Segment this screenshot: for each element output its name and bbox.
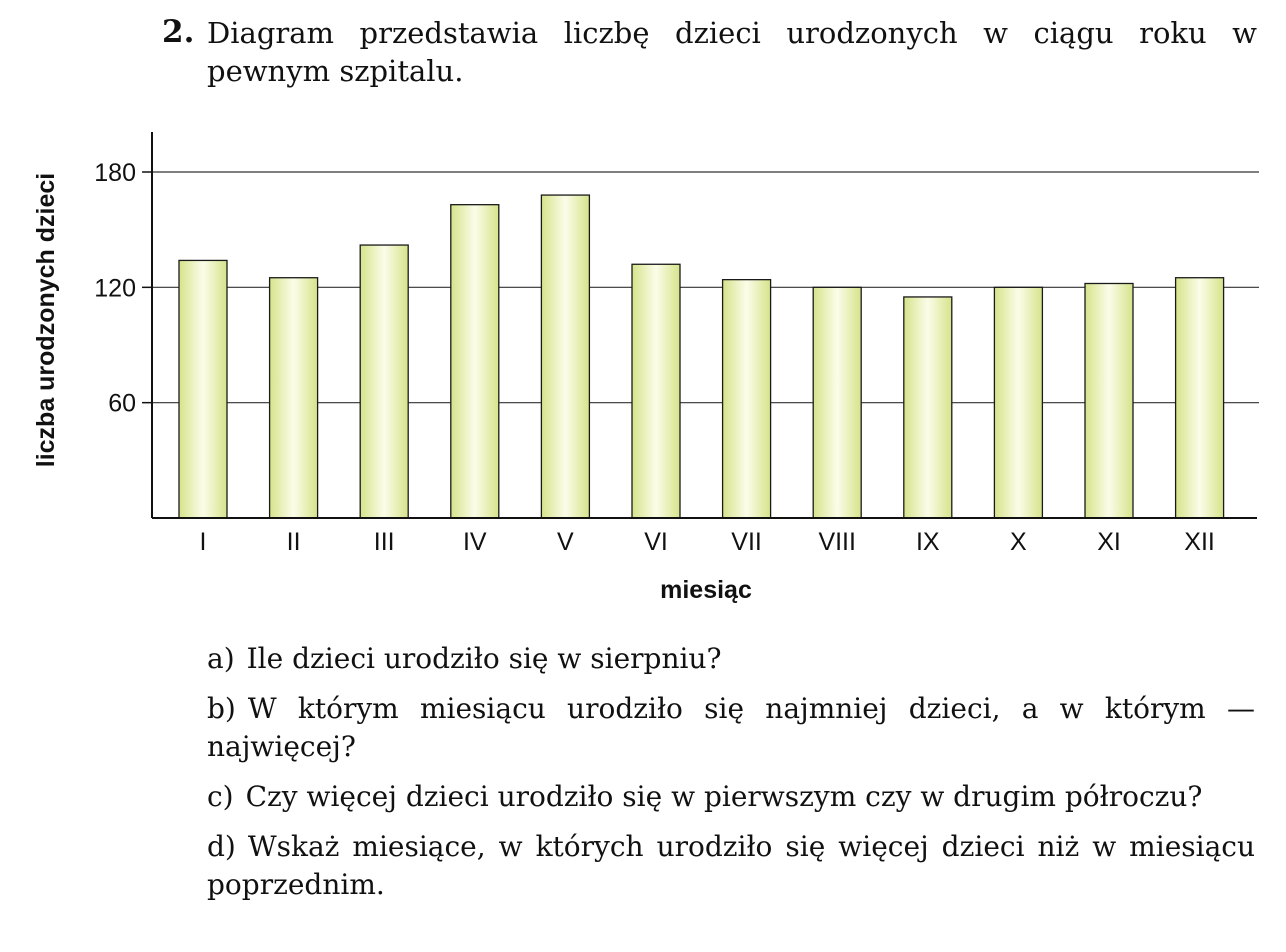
- question-a: [207, 640, 1255, 678]
- bar-chart: [0, 120, 1286, 620]
- x-axis-title: miesiąc: [660, 576, 752, 604]
- y-tick-label: 120: [94, 274, 136, 303]
- x-tick-label: X: [1010, 528, 1027, 556]
- x-tick-label: IX: [915, 528, 940, 556]
- bar-xi: [1085, 283, 1133, 518]
- question-letter: d): [207, 830, 236, 863]
- question-c: [207, 778, 1255, 816]
- x-tick-label: III: [373, 528, 395, 556]
- bar-x: [994, 287, 1042, 518]
- y-tick-labels: [94, 159, 136, 418]
- x-tick-label: V: [557, 528, 574, 556]
- x-tick-label: VI: [644, 528, 668, 556]
- question-letter: c): [207, 780, 234, 813]
- task-intro: Diagram przedstawia liczbę dzieci urodzonych w ciągu roku w pewnym szpitalu.: [207, 16, 1257, 88]
- bar-iii: [360, 245, 408, 518]
- bar-vii: [723, 280, 771, 518]
- x-tick-label: IV: [462, 528, 487, 556]
- x-tick-label: I: [199, 528, 207, 556]
- x-tick-label: VII: [731, 528, 762, 556]
- bar-ii: [270, 278, 318, 518]
- question-d: [207, 828, 1255, 904]
- question-b: [207, 690, 1255, 766]
- bar-i: [179, 260, 227, 518]
- bar-viii: [813, 287, 861, 518]
- x-tick-labels: [200, 528, 1215, 556]
- bars: [179, 195, 1224, 518]
- bar-v: [541, 195, 589, 518]
- y-tick-label: 60: [108, 389, 136, 418]
- x-tick-label: II: [286, 528, 301, 556]
- bar-xii: [1176, 278, 1224, 518]
- question-letter: b): [207, 692, 236, 725]
- question-letter: a): [207, 642, 235, 675]
- x-tick-label: VIII: [818, 528, 856, 556]
- x-tick-label: XI: [1097, 528, 1121, 556]
- task-number: 2.: [162, 14, 195, 50]
- questions: [207, 640, 1255, 916]
- x-tick-label: XII: [1184, 528, 1215, 556]
- question-text: W którym miesiącu urodziło się najmniej dzieci, a w którym — najwięcej?: [207, 692, 1255, 763]
- question-text: Wskaż miesiące, w których urodziło się więcej dzieci niż w miesiącu poprzednim.: [207, 830, 1255, 901]
- question-text: Czy więcej dzieci urodziło się w pierwszym czy w drugim półroczu?: [245, 780, 1203, 813]
- bar-ix: [904, 297, 952, 518]
- y-tick-label: 180: [94, 159, 136, 187]
- bar-iv: [451, 205, 499, 518]
- bar-vi: [632, 264, 680, 518]
- question-text: Ile dzieci urodziło się w sierpniu?: [246, 642, 722, 675]
- y-axis-title: liczba urodzonych dzieci: [32, 172, 60, 468]
